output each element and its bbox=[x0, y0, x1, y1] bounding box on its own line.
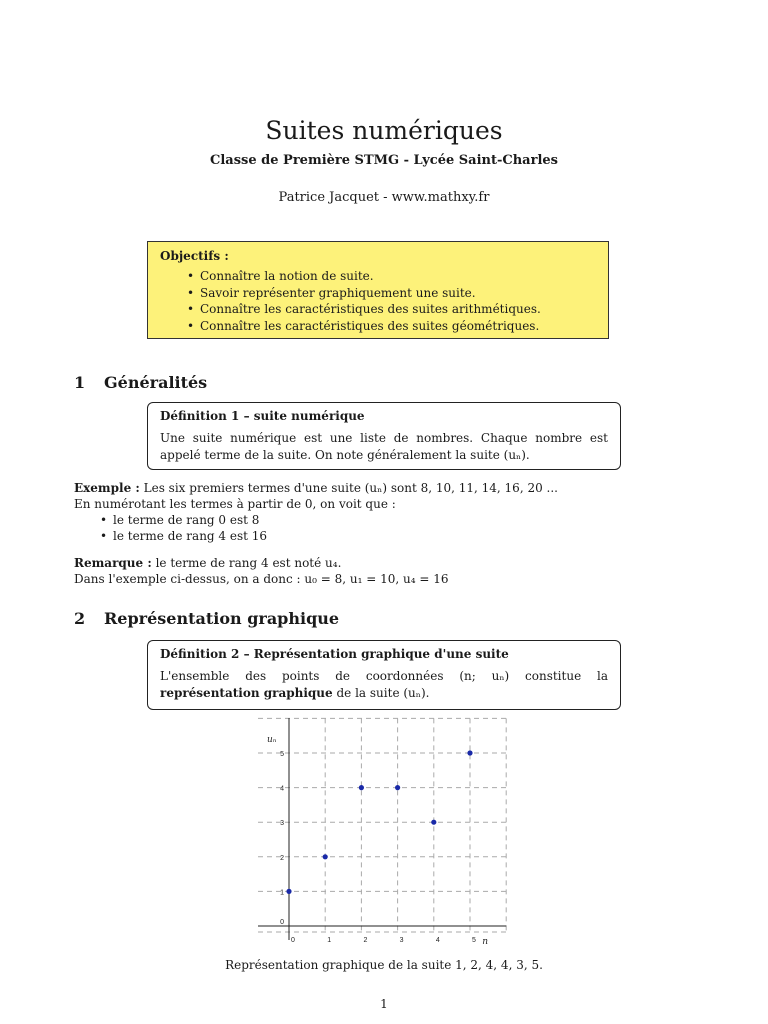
remark-text: le terme de rang 4 est noté u₄. bbox=[151, 556, 342, 570]
definition-title: Définition 1 – suite numérique bbox=[160, 409, 365, 423]
x-tick-label: 5 bbox=[472, 937, 476, 944]
section-title: Généralités bbox=[104, 373, 208, 392]
remark-block bbox=[74, 555, 449, 587]
scatter-chart bbox=[250, 716, 520, 948]
data-point bbox=[431, 820, 436, 825]
example-item: • le terme de rang 4 est 16 bbox=[113, 528, 558, 544]
section-title: Représentation graphique bbox=[104, 609, 340, 628]
section-number: 2 bbox=[74, 609, 86, 628]
objective-item: • Connaître les caractéristiques des suites arithmétiques. bbox=[200, 301, 596, 318]
data-point bbox=[467, 750, 472, 755]
x-axis-label: n bbox=[482, 937, 488, 947]
data-point bbox=[286, 889, 291, 894]
example-text: Les six premiers termes d'une suite (uₙ) sont 8, 10, 11, 14, 16, 20 ... bbox=[139, 481, 558, 495]
objectives-list bbox=[160, 268, 596, 334]
section-number: 1 bbox=[74, 373, 86, 392]
definition-body-end: de la suite (uₙ). bbox=[332, 686, 430, 700]
data-point bbox=[323, 854, 328, 859]
y-tick-label: 4 bbox=[280, 785, 284, 793]
document-author: Patrice Jacquet - www.mathxy.fr bbox=[278, 190, 490, 205]
definition-body bbox=[160, 668, 608, 702]
y-tick-label: 5 bbox=[280, 751, 284, 758]
x-tick-label: 1 bbox=[327, 937, 332, 944]
section-heading-2 bbox=[74, 608, 339, 630]
data-point bbox=[395, 785, 400, 790]
section-heading-1 bbox=[74, 372, 207, 394]
example-label: Exemple : bbox=[74, 481, 140, 495]
definition-body-bold: représentation graphique bbox=[160, 686, 333, 700]
objectives-title: Objectifs : bbox=[160, 249, 229, 263]
chart-caption: Représentation graphique de la suite 1, 2, 4, 4, 3, 5. bbox=[225, 958, 543, 972]
y-tick-label: 0 bbox=[280, 919, 284, 926]
data-point bbox=[359, 785, 364, 790]
definition-box-2 bbox=[147, 640, 621, 710]
document-title: Suites numériques bbox=[265, 116, 503, 145]
definition-title: Définition 2 – Représentation graphique d'une suite bbox=[160, 647, 509, 661]
x-tick-label: 4 bbox=[435, 937, 440, 944]
y-tick-label: 2 bbox=[280, 854, 284, 862]
definition-body-start: L'ensemble des points de coordonnées (n; uₙ) constitue la bbox=[160, 669, 608, 683]
example-list bbox=[74, 512, 558, 544]
x-tick-label: 3 bbox=[399, 937, 404, 944]
y-tick-label: 1 bbox=[280, 889, 284, 897]
example-block bbox=[74, 480, 558, 544]
definition-box-1 bbox=[147, 402, 621, 470]
example-line2: En numérotant les termes à partir de 0, on voit que : bbox=[74, 497, 396, 511]
y-axis-label: uₙ bbox=[267, 735, 277, 745]
objectives-box bbox=[147, 241, 609, 339]
objective-item: • Connaître la notion de suite. bbox=[200, 268, 596, 285]
remark-line2: Dans l'exemple ci-dessus, on a donc : u₀ = 8, u₁ = 10, u₄ = 16 bbox=[74, 572, 449, 586]
x-tick-label: 0 bbox=[291, 937, 295, 944]
remark-label: Remarque : bbox=[74, 556, 152, 570]
page-number: 1 bbox=[380, 997, 388, 1011]
objective-item: • Savoir représenter graphiquement une suite. bbox=[200, 285, 596, 302]
x-tick-label: 2 bbox=[363, 937, 368, 944]
example-item: • le terme de rang 0 est 8 bbox=[113, 512, 558, 528]
definition-body: Une suite numérique est une liste de nombres. Chaque nombre est appelé terme de la suite. On note généralement la suite (uₙ). bbox=[160, 431, 608, 462]
y-tick-label: 3 bbox=[280, 820, 284, 828]
objective-item: • Connaître les caractéristiques des suites géométriques. bbox=[200, 318, 596, 335]
document-subtitle: Classe de Première STMG - Lycée Saint-Charles bbox=[210, 153, 558, 168]
